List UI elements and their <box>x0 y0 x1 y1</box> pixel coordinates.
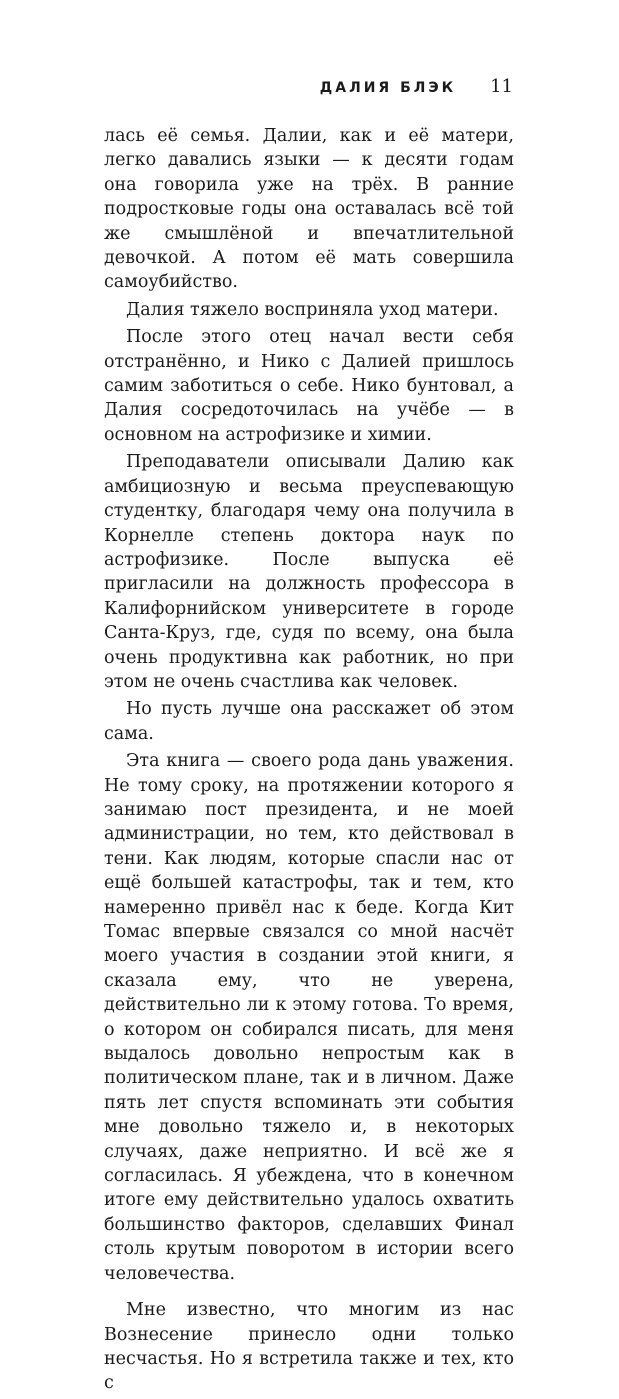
paragraph: Преподаватели описывали Далию как амбициозную и весьма преуспевающую студентку, благодаря чему она получила в Корнелле степень доктора наук по астрофизике. После выпуска её пригласили на должность профессора в Калифорнийском университете в городе Санта-Круз, где, судя по всему, она была очень продуктивна как работник, но при этом не очень счастлива как человек. <box>104 452 514 692</box>
paragraph: Эта книга — своего рода дань уважения. Не тому сроку, на протяжении которого я занимаю пост президента, и не моей администрации, но тем, кто действовал в тени. Как людям, которые спасли нас от ещё большей катастрофы, так и тем, кто намеренно привёл нас к беде. Когда Кит Томас впервые связался со мной насчёт моего участия в создании этой книги, я сказала ему, что не уверена, действительно ли к этому готова. То время, о котором он собирался писать, для меня выдалось довольно непростым как в политическом плане, так и в личном. Даже пять лет спустя вспоминать эти события мне довольно тяжело и, в некоторых случаях, даже неприятно. И всё же я согласилась. Я убеждена, что в конечном итоге ему действительно удалось охватить большинство факторов, сделавших Финал столь крутым поворотом в истории всего человечества. <box>104 751 514 1284</box>
running-header <box>320 76 513 97</box>
paragraph: Но пусть лучше она расскажет об этом сама. <box>104 699 514 744</box>
paragraph: лась её семья. Далии, как и её матери, легко давались языки — к десяти годам она говорила уже на трёх. В ранние подростковые годы она оставалась всё той же смышлёной и впечатлительной девочкой. А потом её мать совершила самоубийство. <box>104 126 514 293</box>
paragraph: После этого отец начал вести себя отстранённо, и Нико с Далией пришлось самим заботиться о себе. Нико бунтовал, а Далия сосредоточилась на учёбе — в основном на астрофизике и химии. <box>104 327 514 445</box>
paragraph: Далия тяжело восприняла уход матери. <box>126 299 499 320</box>
body-text <box>104 124 514 1399</box>
paragraph: Мне известно, что многим из нас Вознесение принесло одни только несчастья. Но я встретила также и тех, кто с <box>104 1300 514 1394</box>
running-title: ДАЛИЯ БЛЭК <box>319 80 457 96</box>
page-number: 11 <box>490 76 513 97</box>
